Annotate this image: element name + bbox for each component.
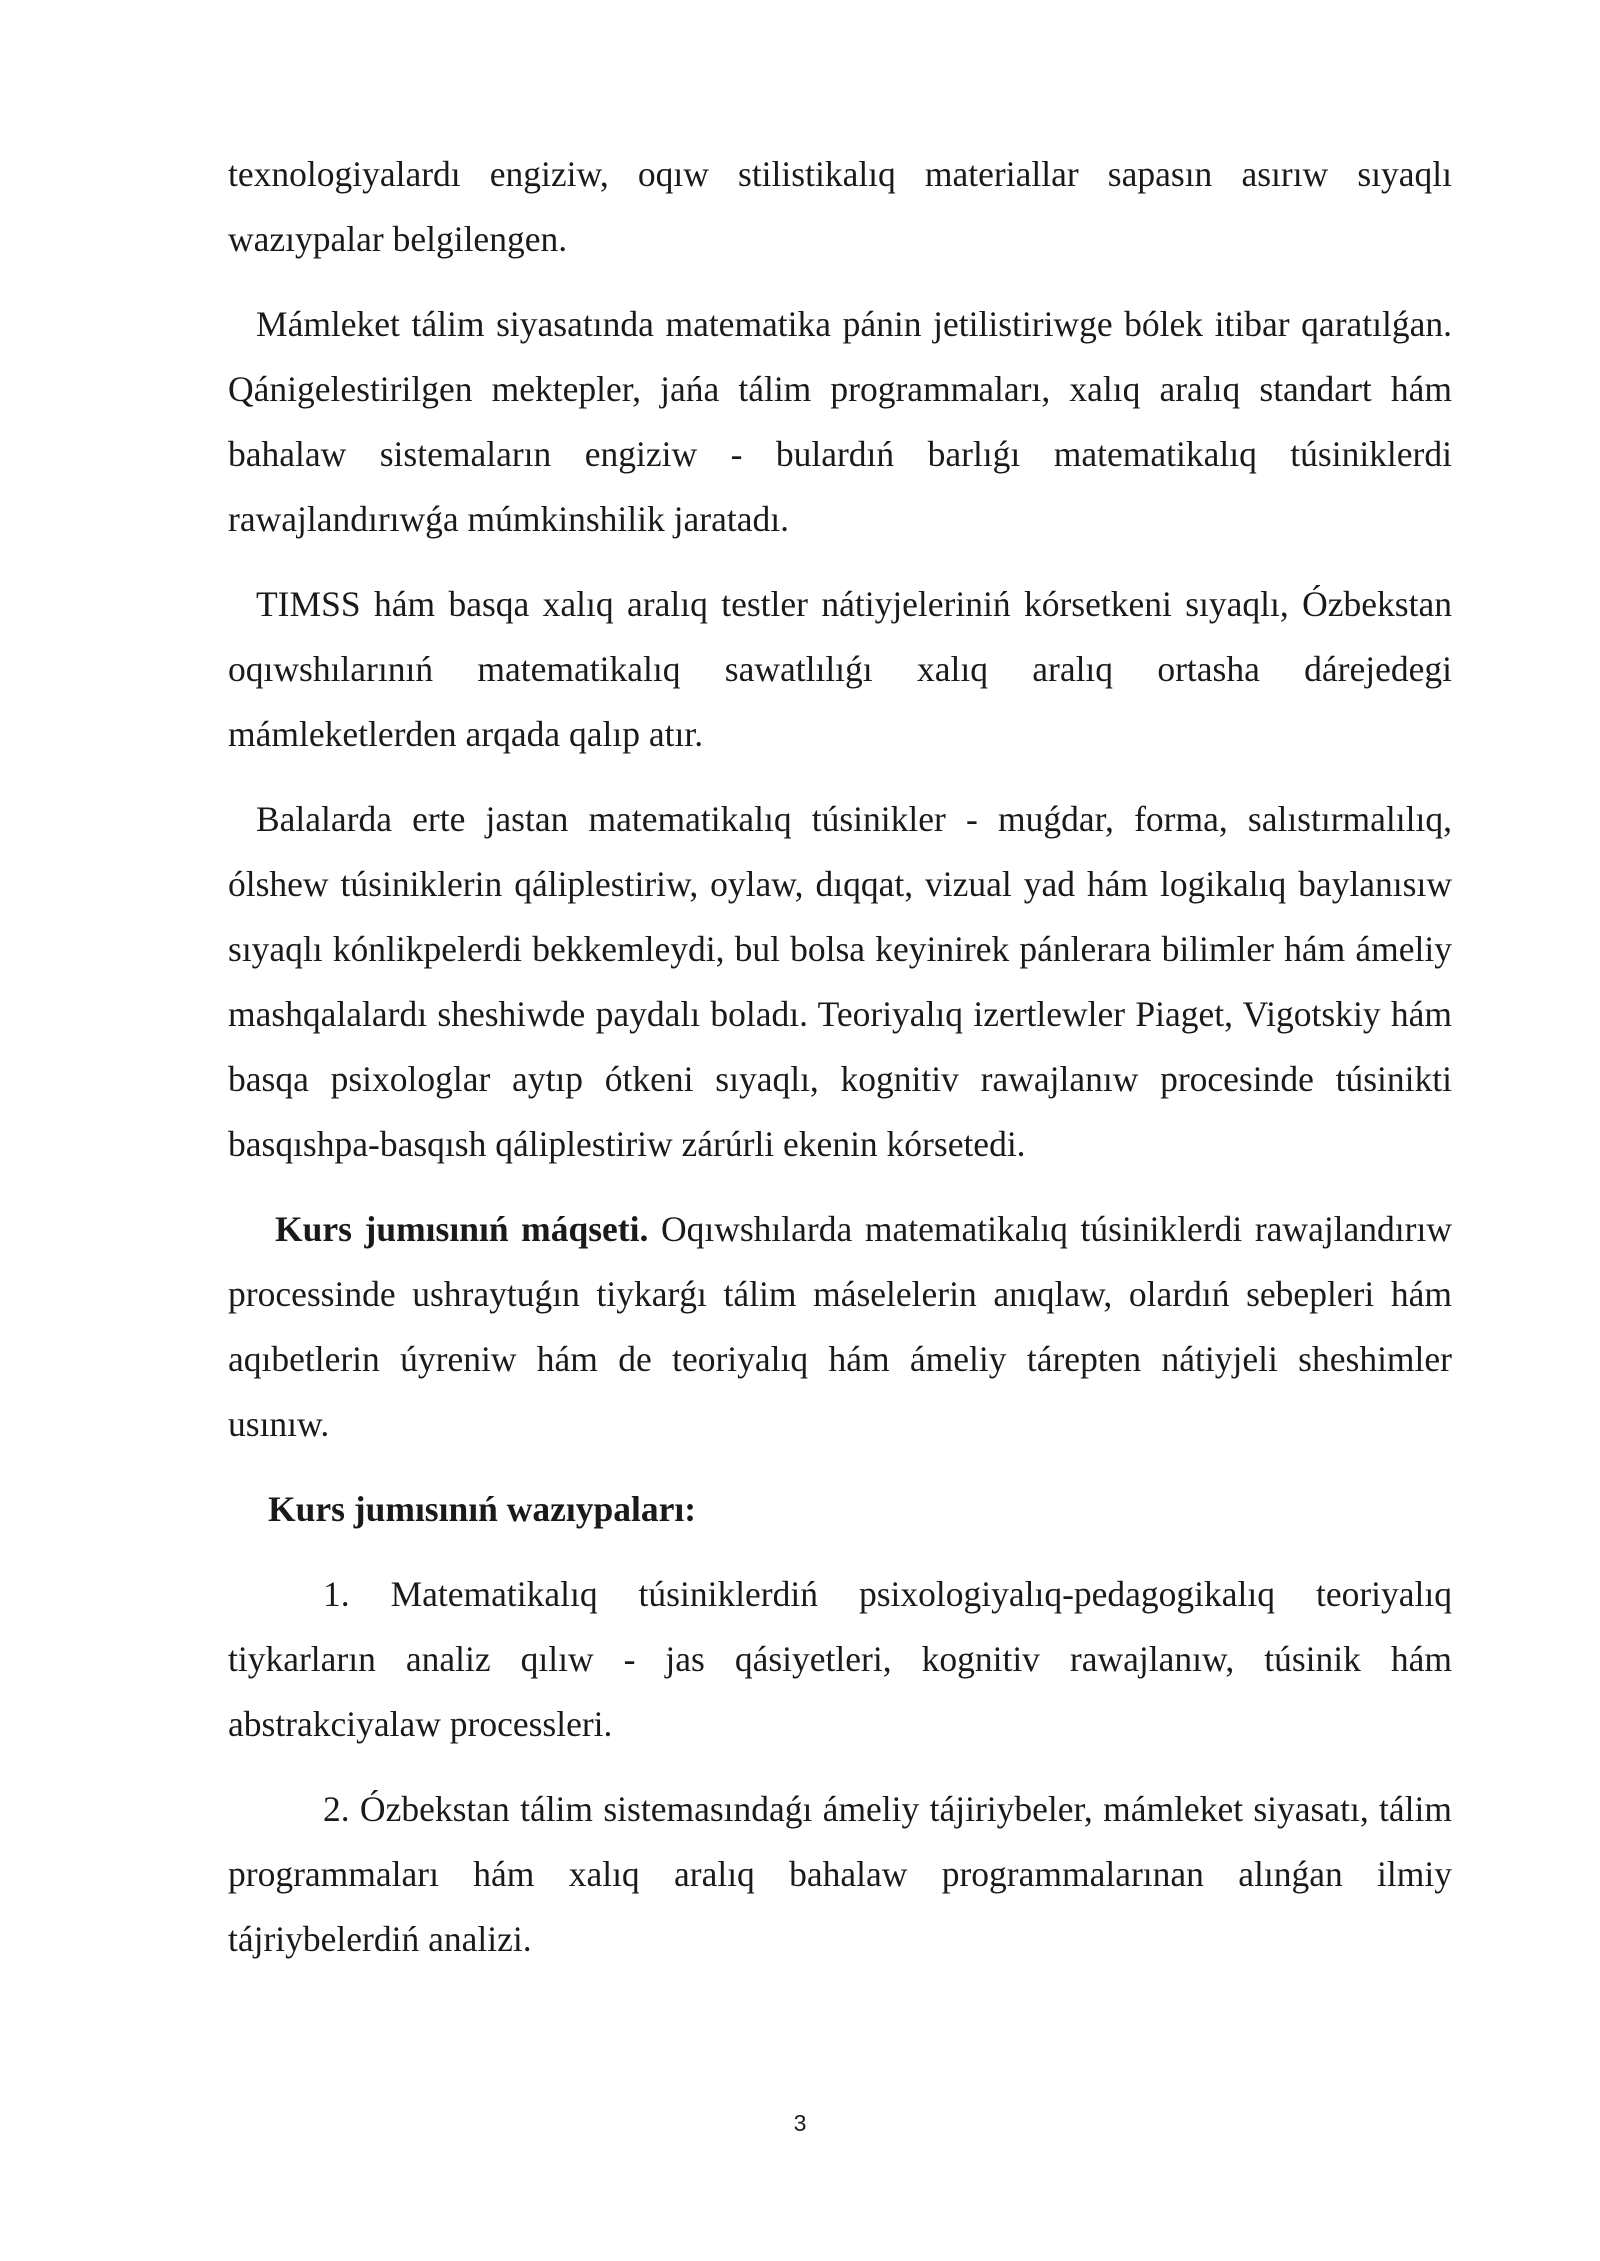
paragraph-course-goal bbox=[228, 1197, 1452, 1457]
task-item-2: 2. Ózbekstan tálim sistemasındaǵı ámeliy tájiriybeler, mámleket siyasatı, tálim programmaları hám xalıq aralıq bahalaw programmalarınan alınǵan ilmiy tájriybelerdiń analizi. bbox=[228, 1789, 1452, 1959]
task-item-1: 1. Matematikalıq túsiniklerdiń psixologiyalıq-pedagogikalıq teoriyalıq tiykarların analiz qılıw - jas qásiyetleri, kognitiv rawajlanıw, túsinik hám abstrakciyalaw processleri. bbox=[228, 1574, 1452, 1744]
page-content bbox=[228, 142, 1452, 1972]
course-tasks-heading: Kurs jumısınıń wazıypaları: bbox=[268, 1489, 697, 1529]
page-number: 3 bbox=[793, 2110, 807, 2136]
paragraph-continuation: texnologiyalardı engiziw, oqıw stilistikalıq materiallar sapasın asırıw sıyaqlı wazıypalar belgilengen. bbox=[228, 154, 1452, 259]
course-goal-text: Oqıwshılarda matematikalıq túsiniklerdi rawajlandırıw processinde ushraytuǵın tiykarǵı tálim máselelerin anıqlaw, olardıń sebepleri hám aqıbetlerin úyreniw hám de teoriyalıq hám ámeliy tárepten nátiyjeli sheshimler usınıw. bbox=[228, 1209, 1452, 1444]
course-goal-label: Kurs jumısınıń máqseti. bbox=[275, 1209, 649, 1249]
paragraph-state-policy: Mámleket tálim siyasatında matematika pánin jetilistiriwge bólek itibar qaratılǵan. Qánigelestirilgen mektepler, jańa tálim programmaları, xalıq aralıq standart hám bahalaw sistemaların engiziw - bulardıń barlıǵı matematikalıq túsiniklerdi rawajlandırıwǵa múmkinshilik jaratadı. bbox=[228, 304, 1452, 539]
paragraph-early-concepts: Balalarda erte jastan matematikalıq túsinikler - muǵdar, forma, salıstırmalılıq, ólshew túsiniklerin qáliplestiriw, oylaw, dıqqat, vizual yad hám logikalıq baylanısıw sıyaqlı kónlikpelerdi bekkemleydi, bul bolsa keyinirek pánlerara bilimler hám ámeliy mashqalalardı sheshiwde paydalı boladı. Teoriyalıq izertlewler Piaget, Vigotskiy hám basqa psixologlar aytıp ótkeni sıyaqlı, kognitiv rawajlanıw procesinde túsinikti basqıshpa-basqısh qáliplestiriw zárúrli ekenin kórsetedi. bbox=[228, 799, 1452, 1164]
paragraph-timss: TIMSS hám basqa xalıq aralıq testler nátiyjeleriniń kórsetkeni sıyaqlı, Ózbekstan oqıwshılarınıń matematikalıq sawatlılıǵı xalıq aralıq ortasha dárejedegi mámleketlerden arqada qalıp atır. bbox=[228, 584, 1452, 754]
